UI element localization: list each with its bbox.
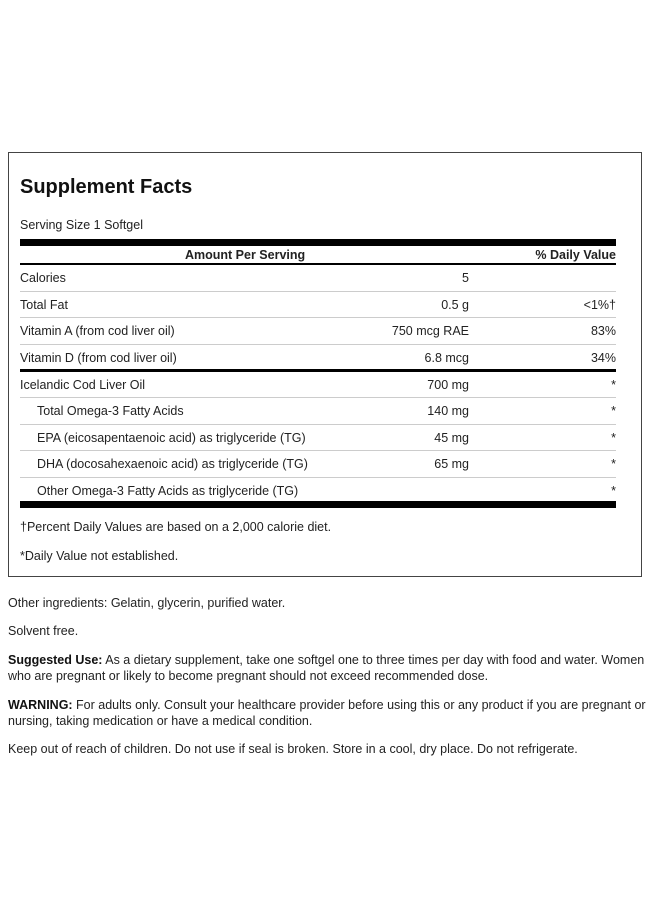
table-row-calories	[20, 265, 616, 292]
warning-label: WARNING:	[8, 698, 73, 712]
storage-instructions: Keep out of reach of children. Do not use if seal is broken. Store in a cool, dry place. Do not refrigerate.	[8, 742, 578, 756]
nutrient-daily-value: *	[611, 457, 616, 471]
nutrient-name: Other Omega-3 Fatty Acids as triglyceride (TG)	[37, 483, 299, 498]
nutrient-name: Vitamin D (from cod liver oil)	[20, 350, 177, 365]
nutrient-name: Calories	[20, 271, 66, 285]
nutrient-amount: 6.8 mcg	[424, 350, 469, 365]
nutrient-amount: 140 mg	[427, 404, 469, 418]
nutrient-name: Vitamin A (from cod liver oil)	[20, 324, 175, 338]
nutrient-daily-value: <1%†	[583, 297, 616, 312]
warning-text: For adults only. Consult your healthcare provider before using this or any product if you are pregnant or nursing, taking medication or have a medical condition.	[8, 698, 646, 728]
nutrient-name: Total Fat	[20, 297, 68, 312]
nutrient-daily-value: *	[611, 483, 616, 498]
nutrient-daily-value: *	[611, 377, 616, 392]
nutrient-name: Total Omega-3 Fatty Acids	[37, 404, 184, 418]
thick-divider-bottom	[20, 501, 616, 508]
nutrient-daily-value: *	[611, 404, 616, 418]
serving-size: Serving Size 1 Softgel	[20, 218, 143, 232]
nutrient-amount: 45 mg	[434, 430, 469, 445]
header-amount-per-serving: Amount Per Serving	[185, 248, 306, 262]
nutrient-daily-value: 34%	[590, 350, 616, 365]
nutrient-table	[20, 265, 616, 503]
suggested-use	[8, 652, 653, 684]
nutrient-amount: 0.5 g	[441, 297, 469, 312]
nutrient-daily-value: *	[611, 430, 616, 445]
supplement-facts-panel	[8, 152, 642, 577]
panel-title: Supplement Facts	[20, 176, 193, 198]
header-daily-value: % Daily Value	[535, 248, 616, 262]
table-row-other-omega-3	[20, 478, 616, 504]
nutrient-amount: 750 mcg RAE	[391, 324, 469, 338]
other-ingredients: Other ingredients: Gelatin, glycerin, purified water.	[8, 596, 286, 610]
nutrient-name: EPA (eicosapentaenoic acid) as triglyceride (TG)	[37, 430, 306, 445]
table-header	[20, 246, 616, 265]
table-row-vitamin-d	[20, 345, 616, 372]
footnote-daily-values: †Percent Daily Values are based on a 2,000 calorie diet.	[20, 520, 332, 534]
suggested-use-label: Suggested Use:	[8, 653, 103, 667]
solvent-free-note: Solvent free.	[8, 624, 79, 638]
nutrient-name: Icelandic Cod Liver Oil	[20, 377, 146, 392]
table-row-vitamin-a	[20, 318, 616, 345]
suggested-use-text: As a dietary supplement, take one softgel one to three times per day with food and water. Women who are pregnant or likely to become pregnant should not exceed recommended dose.	[8, 653, 645, 683]
table-row-epa	[20, 425, 616, 452]
table-row-cod-liver-oil	[20, 372, 616, 399]
table-row-dha	[20, 451, 616, 478]
nutrient-name: DHA (docosahexaenoic acid) as triglyceride (TG)	[37, 457, 308, 471]
nutrient-daily-value: 83%	[590, 324, 616, 338]
nutrient-amount: 5	[462, 271, 469, 285]
thick-divider-top	[20, 239, 616, 246]
footnote-not-established: *Daily Value not established.	[20, 549, 179, 563]
table-row-total-fat	[20, 292, 616, 319]
table-row-total-omega-3	[20, 398, 616, 425]
nutrient-amount: 65 mg	[434, 457, 469, 471]
nutrient-amount: 700 mg	[427, 377, 469, 392]
warning	[8, 697, 653, 729]
